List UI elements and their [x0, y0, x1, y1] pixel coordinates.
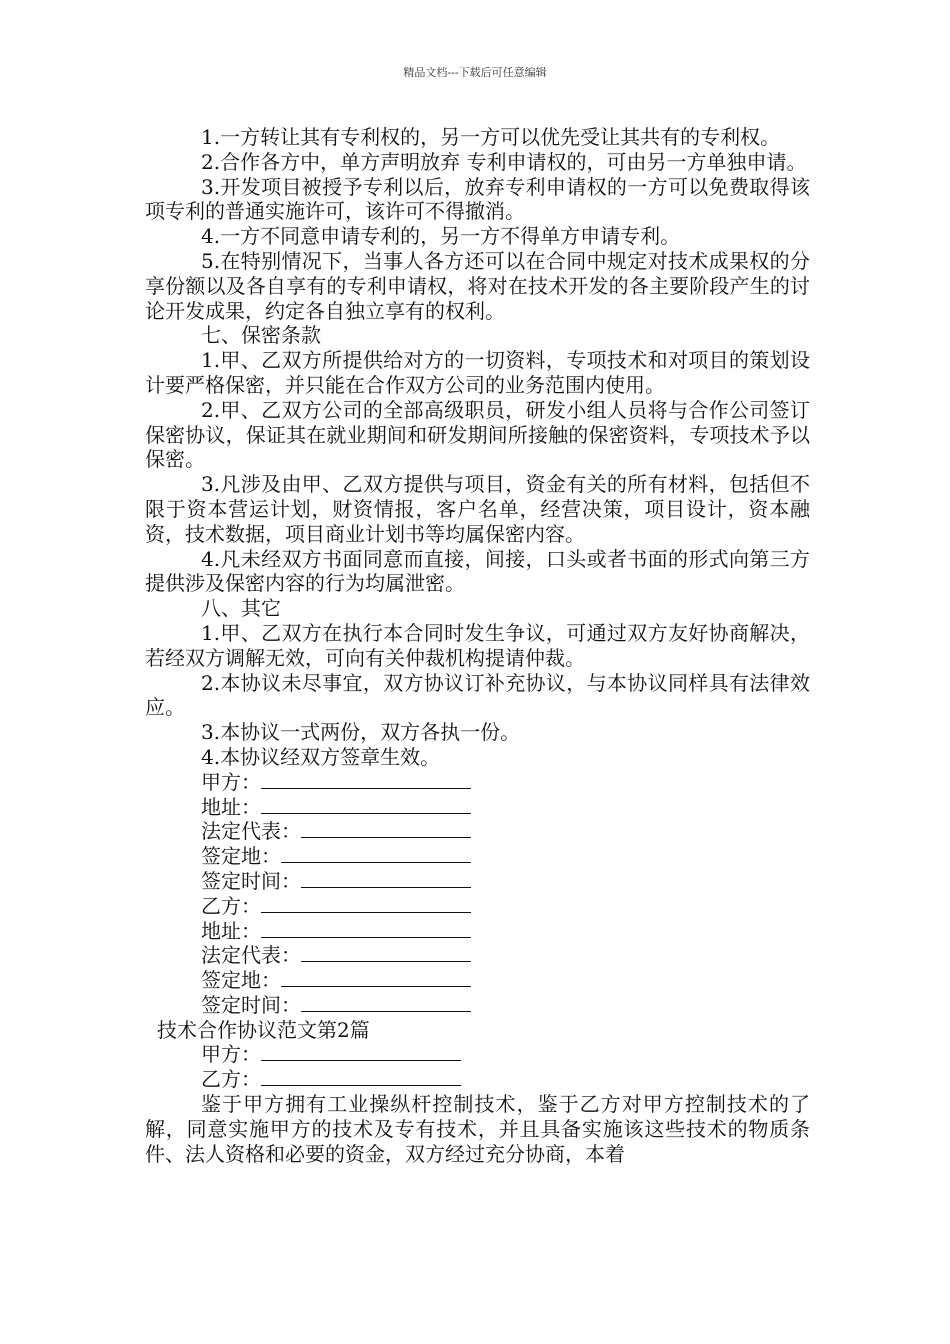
paragraph: 鉴于甲方拥有工业操纵杆控制技术，鉴于乙方对甲方控制技术的了解，同意实施甲方的技术及专有技术，并且具备实施该这些技术的物质条件、法人资格和必要的资金，双方经过充分协商，本着 — [145, 1092, 810, 1166]
paragraph: 5.在特别情况下，当事人各方还可以在合同中规定对技术成果权的分享份额以及各自享有的专利申请权，将对在技术开发的各主要阶段产生的讨论开发成果，约定各自独立享有的权利。 — [145, 248, 810, 323]
sign-field-legal-rep — [145, 819, 810, 844]
paragraph: 1.甲、乙双方在执行本合同时发生争议，可通过双方友好协商解决，若经双方调解无效，可向有关仲裁机构提请仲裁。 — [145, 620, 810, 670]
party-field — [145, 1067, 810, 1092]
field-label: 甲方： — [201, 769, 261, 794]
fill-blank — [301, 819, 471, 838]
paragraph: 2.甲、乙双方公司的全部高级职员，研发小组人员将与合作公司签订保密协议，保证其在就业期间和研发期间所接触的保密资料，专项技术予以保密。 — [145, 397, 810, 472]
field-label: 地址： — [201, 794, 261, 819]
paragraph: 3.凡涉及由甲、乙双方提供与项目，资金有关的所有材料，包括但不限于资本营运计划，财资情报，客户名单，经营决策，项目设计，资本融资，技术数据，项目商业计划书等均属保密内容。 — [145, 472, 810, 546]
paragraph: 4.一方不同意申请专利的，另一方不得单方申请专利。 — [201, 224, 681, 249]
sign-field-party-b — [145, 894, 810, 919]
sign-field-address — [145, 919, 810, 944]
field-label: 签定地： — [201, 844, 281, 869]
sign-field-legal-rep — [145, 943, 810, 968]
paragraph: 3.开发项目被授予专利以后，放弃专利申请权的一方可以免费取得该项专利的普通实施许可，该许可不得撤消。 — [145, 174, 810, 224]
fill-blank — [281, 844, 471, 863]
paragraph: 4.本协议经双方签章生效。 — [201, 744, 441, 769]
sign-field-place — [145, 844, 810, 869]
fill-blank — [261, 1067, 461, 1086]
paragraph: 4.凡未经双方书面同意而直接，间接，口头或者书面的形式向第三方提供涉及保密内容的行为均属泄密。 — [145, 546, 810, 596]
section-heading: 八、其它 — [201, 596, 281, 621]
fill-blank — [281, 968, 471, 987]
paragraph: 1.甲、乙双方所提供给对方的一切资料，专项技术和对项目的策划设计要严格保密，并只能在合作双方公司的业务范围内使用。 — [145, 348, 810, 397]
field-label: 签定地： — [201, 968, 281, 993]
field-label: 乙方： — [201, 1067, 261, 1092]
sign-field-address — [145, 795, 810, 820]
fill-blank — [301, 943, 471, 962]
paragraph: 2.合作各方中，单方声明放弃 专利申请权的，可由另一方单独申请。 — [201, 149, 807, 174]
field-label: 签定时间： — [201, 868, 301, 893]
paragraph: 2.本协议未尽事宜，双方协议订补充协议，与本协议同样具有法律效应。 — [145, 670, 810, 720]
fill-blank — [261, 894, 471, 913]
field-label: 法定代表： — [201, 819, 301, 844]
field-label: 甲方： — [201, 1042, 261, 1067]
fill-blank — [261, 795, 471, 814]
field-label: 法定代表： — [201, 943, 301, 968]
sign-field-date — [145, 869, 810, 894]
fill-blank — [301, 993, 471, 1012]
sign-field-place — [145, 968, 810, 993]
sign-field-date — [145, 993, 810, 1018]
section-heading: 七、保密条款 — [201, 323, 321, 348]
fill-blank — [261, 1042, 461, 1061]
field-label: 签定时间： — [201, 992, 301, 1017]
document-body — [145, 125, 810, 1166]
field-label: 地址： — [201, 918, 261, 943]
sign-field-party-a — [145, 770, 810, 795]
paragraph: 3.本协议一式两份，双方各执一份。 — [201, 720, 521, 745]
paragraph: 1.一方转让其有专利权的，另一方可以优先受让其共有的专利权。 — [201, 125, 781, 149]
section-title: 技术合作协议范文第2篇 — [157, 1017, 370, 1042]
fill-blank — [301, 869, 471, 888]
page-header: 精品文档---下载后可任意编辑 — [403, 66, 547, 79]
fill-blank — [261, 770, 471, 789]
field-label: 乙方： — [201, 893, 261, 918]
fill-blank — [261, 919, 471, 938]
party-field — [145, 1042, 810, 1067]
